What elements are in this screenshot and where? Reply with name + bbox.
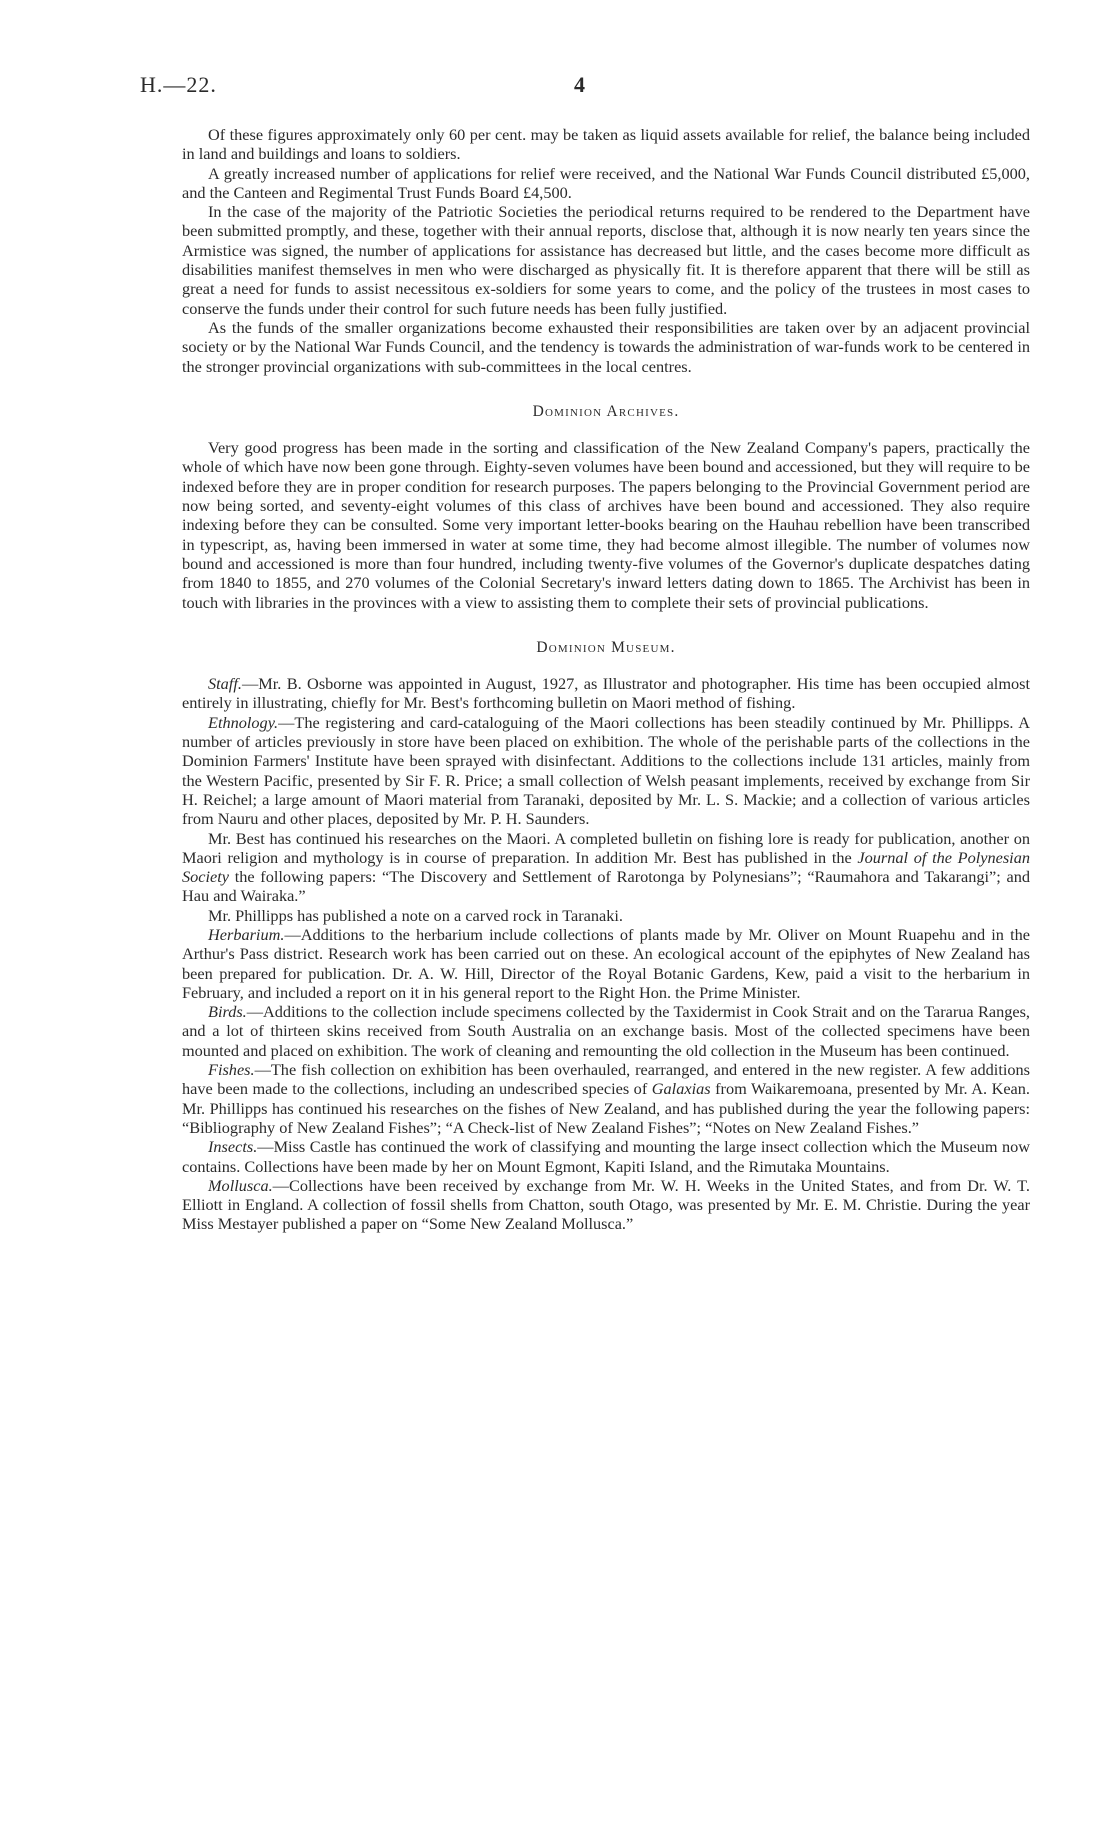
ethnology-label: Ethnology. [208,712,279,732]
herbarium-text: —Additions to the herbarium include collections of plants made by Mr. Oliver on Mount Ruapehu and in the Arthur's Pass district. Research work has been carried out on these. An ecological account of the epiphytes of New Zealand has been prepared for publication. Dr. A. W. Hill, Director of the Royal Botanic Gardens, Kew, paid a visit to the herbarium in February, and included a report on it in his general report to the Right Hon. the Prime Minister. [182,924,1030,1002]
herbarium-paragraph [182,925,1030,1002]
staff-text: —Mr. B. Osborne was appointed in August, 1927, as Illustrator and photographer. His time has been occupied almost entirely in illustrating, chiefly for Mr. Best's forthcoming bulletin on Maori method of fishing. [182,674,1030,713]
staff-paragraph [182,674,1030,713]
insects-label: Insects. [208,1137,258,1157]
mollusca-label: Mollusca. [208,1175,273,1195]
document-reference: H.—22. [140,72,217,97]
fishes-paragraph [182,1060,1030,1137]
best-text-after: the following papers: “The Discovery and Settlement of Rarotonga by Polynesians”; “Raumahora and Takarangi”; and Hau and Wairaka.” [182,867,1030,906]
birds-text: —Additions to the collection include specimens collected by the Taxidermist in Cook Strait and on the Tararua Ranges, and a lot of thirteen skins received from South Australia on an exchange basis. Most of the collected specimens have been mounted and placed on exhibition. The work of cleaning and remounting the old collection in the Museum has been continued. [182,1002,1030,1060]
page-body [182,125,1030,1234]
intro-paragraph: A greatly increased number of applications for relief were received, and the National War Funds Council distributed £5,000, and the Canteen and Regimental Trust Funds Board £4,500. [182,163,1030,202]
mollusca-paragraph [182,1176,1030,1234]
intro-paragraph: As the funds of the smaller organizations become exhausted their responsibilities are taken over by an adjacent provincial society or by the National War Funds Council, and the tendency is towards the administration of war-funds work to be centered in the stronger provincial organizations with sub-committees in the local centres. [182,317,1030,376]
intro-paragraph: Of these figures approximately only 60 per cent. may be taken as liquid assets available for relief, the balance being included in land and buildings and loans to soldiers. [182,125,1030,164]
fishes-label: Fishes. [208,1060,255,1080]
archives-paragraph: Very good progress has been made in the sorting and classification of the New Zealand Company's papers, practically the whole of which have now been gone through. Eighty-seven volumes have been bound and accessioned, but they will require to be indexed before they are in proper condition for research purposes. The papers belonging to the Provincial Government period are now being sorted, and seventy-eight volumes of this class of archives have been bound and accessioned. They also require indexing before they can be consulted. Some very important letter-books bearing on the Hauhau rebellion have been transcribed in typescript, as, having been immersed in water at some time, they had become almost illegible. The number of volumes now bound and accessioned is more than four hundred, including twenty-five volumes of the Governor's duplicate despatches dating from 1840 to 1855, and 270 volumes of the Colonial Secretary's inward letters dating down to 1865. The Archivist has been in touch with libraries in the provinces with a view to assisting them to complete their sets of provincial publications. [182,438,1030,612]
best-text-before: Mr. Best has continued his researches on the Maori. A completed bulletin on fishing lore is ready for publication, another on Maori religion and mythology is in course of preparation. In addition Mr. Best has published in the [182,828,1030,867]
birds-label: Birds. [208,1002,247,1022]
page-header [140,72,1040,100]
phillipps-paragraph: Mr. Phillipps has published a note on a carved rock in Taranaki. [208,905,623,925]
staff-label: Staff. [208,674,242,694]
fishes-text-after: from Waikaremoana, presented by Mr. A. Kean. Mr. Phillipps has continued his researches on the fishes of New Zealand, and has published during the year the following papers: “Bibliography of New Zealand Fishes”; “A Check-list of New Zealand Fishes”; “Notes on New Zealand Fishes.” [182,1079,1030,1137]
best-paragraph [182,829,1030,906]
birds-paragraph [182,1002,1030,1060]
herbarium-label: Herbarium. [208,924,285,944]
page-number: 4 [574,72,585,97]
fishes-text-before: —The fish collection on exhibition has been overhauled, rearranged, and entered in the new register. A few additions have been made to the collections, including an undescribed species of [182,1060,1030,1099]
journal-title: Journal of the Polynesian Society [182,847,1030,887]
insects-paragraph [182,1137,1030,1176]
mollusca-text: —Collections have been received by exchange from Mr. W. H. Weeks in the United States, and from Dr. W. T. Elliott in England. A collection of fossil shells from Chatton, south Otago, was presented by Mr. E. M. Christie. During the year Miss Mestayer published a paper on “Some New Zealand Mollusca.” [182,1175,1030,1234]
intro-paragraph: In the case of the majority of the Patriotic Societies the periodical returns required to be rendered to the Department have been submitted promptly, and these, together with their annual reports, disclose that, although it is now nearly ten years since the Armistice was signed, the number of applications for assistance has decreased but little, and the cases become more difficult as disabilities manifest themselves in men who were discharged as physically fit. It is therefore apparent that there will be still as great a need for funds to assist necessitous ex-soldiers for some years to come, and the policy of the trustees in most cases to conserve the funds under their control for such future needs has been fully justified. [182,202,1030,318]
museum-heading: Dominion Museum. [536,638,676,656]
ethnology-paragraph [182,713,1030,829]
archives-heading: Dominion Archives. [532,402,680,420]
insects-text: —Miss Castle has continued the work of classifying and mounting the large insect collection which the Museum now contains. Collections have been made by her on Mount Egmont, Kapiti Island, and the Rimutaka Mountains. [182,1137,1030,1176]
ethnology-text: —The registering and card-cataloguing of the Maori collections has been steadily continued by Mr. Phillipps. A number of articles previously in store have been placed on exhibition. The whole of the perishable parts of the collections in the Dominion Farmers' Institute have been sprayed with disinfectant. Additions to the collections include 131 articles, mainly from the Western Pacific, presented by Sir F. R. Price; a small collection of Welsh peasant implements, received by exchange from Sir H. Reichel; a large amount of Maori material from Taranaki, deposited by Mr. L. S. Mackie; and a collection of various articles from Nauru and other places, deposited by Mr. P. H. Saunders. [182,712,1030,829]
galaxias-genus: Galaxias [651,1079,711,1099]
